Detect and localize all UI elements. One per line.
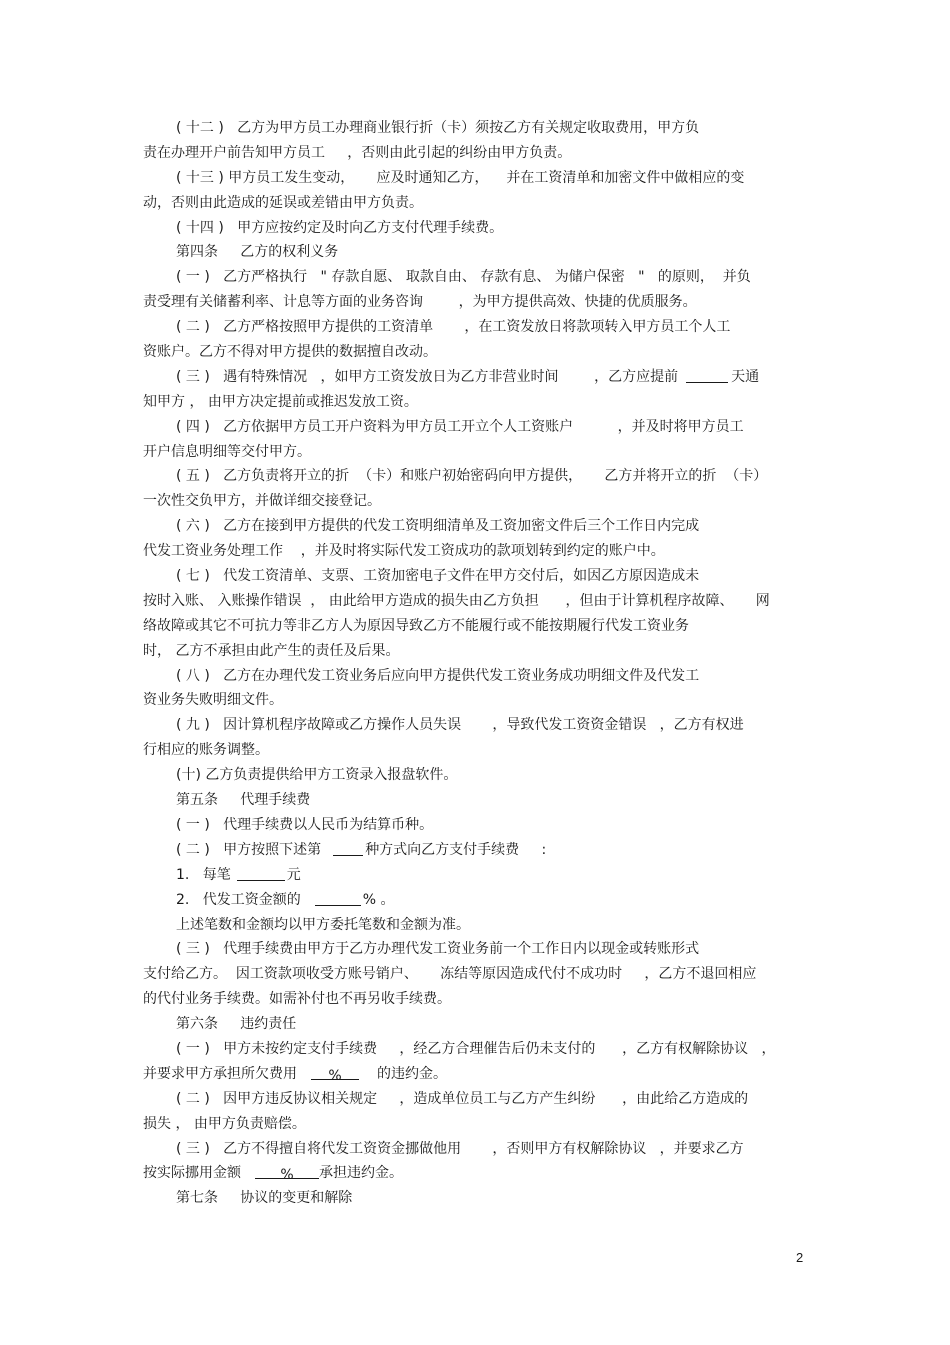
a5-item-2-line-1	[143, 838, 813, 863]
a4-item-7-line-1: ( 七 ) 代发工资清单、支票、工资加密电子文件在甲方交付后，如因乙方原因造成未	[176, 568, 700, 585]
a6-item-1-line-2	[143, 1062, 813, 1087]
a4-item-10-line-1: (十) 乙方负责提供给甲方工资录入报盘软件。	[176, 767, 458, 784]
a4-item-5-line-1: ( 五 ) 乙方负责将开立的折 （卡）和账户初始密码向甲方提供， 乙方并将开立的折 （卡）	[176, 468, 768, 485]
clause-13-line-2: 动，否则由此造成的延误或差错由甲方负责。	[143, 194, 423, 211]
clause-13-line-1: ( 十三 ) 甲方员工发生变动， 应及时通知乙方， 并在工资清单和加密文件中做相应的变	[176, 169, 745, 186]
a4-item-1-line-2: 责受理有关储蓄利率、计息等方面的业务咨询 ，为甲方提供高效、快捷的优质服务。	[143, 294, 697, 311]
a4-item-3-tail: 天通	[731, 368, 760, 385]
a4-item-9-line-2: 行相应的账务调整。	[143, 742, 269, 759]
a5-option-1-text: 1. 每笔	[176, 866, 231, 883]
clause-12-line-1: ( 十二 ) 乙方为甲方员工办理商业银行折（卡）须按乙方有关规定收取费用，甲方负	[176, 120, 700, 136]
a6-item-1-text: 并要求甲方承担所欠费用	[143, 1065, 297, 1082]
a6-item-3-text: 按实际挪用金额	[143, 1165, 241, 1182]
per-item-fee-blank	[237, 865, 285, 881]
penalty-rate-blank-1	[311, 1064, 359, 1084]
penalty-rate-blank-2	[255, 1163, 319, 1184]
a5-option-1-unit: 元	[286, 866, 301, 883]
a5-option-2	[143, 888, 813, 913]
a5-item-1-line-1: ( 一 ) 代理手续费以人民币为结算币种。	[176, 816, 434, 833]
a4-item-9-line-1: ( 九 ) 因计算机程序故障或乙方操作人员失误 ，导致代发工资资金错误 ，乙方有权进	[176, 717, 744, 734]
a4-item-4-line-2: 开户信息明细等交付甲方。	[143, 443, 311, 460]
rate-blank	[315, 890, 361, 906]
a5-item-2-tail: 种方式向乙方支付手续费 :	[365, 841, 547, 858]
a4-item-7-line-2: 按时入账、 入账操作错误 ， 由此给甲方造成的损失由乙方负担 ，但由于计算机程序故障、 网	[143, 592, 770, 609]
a6-item-1-line-1: ( 一 ) 甲方未按约定支付手续费 ，经乙方合理催告后仍未支付的 ，乙方有权解除协议 ，	[176, 1040, 776, 1057]
article-4-heading: 第四条 乙方的权利义务	[176, 244, 339, 261]
article-7-heading: 第七条 协议的变更和解除	[176, 1190, 353, 1207]
percent-sign: %	[280, 1167, 294, 1184]
a5-option-1	[143, 863, 813, 888]
a6-item-2-line-2: 损失 ， 由甲方负责赔偿。	[143, 1115, 306, 1132]
a4-item-7-line-3: 络故障或其它不可抗力等非乙方人为原因导致乙方不能履行或不能按期履行代发工资业务	[143, 617, 689, 634]
a6-item-3-line-2	[143, 1161, 813, 1186]
days-blank	[686, 367, 728, 383]
a5-item-3-line-1: ( 三 ) 代理手续费由甲方于乙方办理代发工资业务前一个工作日内以现金或转账形式	[176, 941, 700, 958]
a6-item-3-tail: 承担违约金。	[319, 1165, 403, 1182]
a6-item-2-line-1: ( 二 ) 因甲方违反协议相关规定 ，造成单位员工与乙方产生纠纷 ，由此给乙方造成的	[176, 1090, 749, 1107]
a4-item-2-line-2: 资账户。乙方不得对甲方提供的数据擅自改动。	[143, 344, 437, 361]
a4-item-1-line-1: ( 一 ) 乙方严格执行 " 存款自愿、 取款自由、 存款有息、 为储户保密 " 的原则， 并负	[176, 269, 751, 286]
a6-item-1-tail: 的违约金。	[377, 1065, 447, 1082]
article-5-heading: 第五条 代理手续费	[176, 792, 311, 809]
a5-option-2-text: 2. 代发工资金额的	[176, 891, 301, 908]
method-blank	[333, 840, 363, 856]
a4-item-6-line-1: ( 六 ) 乙方在接到甲方提供的代发工资明细清单及工资加密文件后三个工作日内完成	[176, 518, 700, 535]
contract-body	[143, 116, 813, 1211]
a5-item-3-line-2: 支付给乙方。 因工资款项收受方账号销户、 冻结等原因造成代付不成功时 ，乙方不退回相应	[143, 966, 757, 983]
a4-item-3-line-1	[143, 365, 813, 390]
a4-item-3-line-2: 知甲方 ， 由甲方决定提前或推迟发放工资。	[143, 393, 418, 410]
a4-item-3-text: ( 三 ) 遇有特殊情况 ，如甲方工资发放日为乙方非营业时间 ，乙方应提前	[176, 368, 679, 385]
percent-sign: %	[328, 1067, 342, 1084]
a4-item-2-line-1: ( 二 ) 乙方严格按照甲方提供的工资清单 ，在工资发放日将款项转入甲方员工个人工	[176, 319, 731, 336]
a4-item-7-line-4: 时， 乙方不承担由此产生的责任及后果。	[143, 642, 400, 659]
page-number: 2	[796, 1250, 804, 1265]
article-6-heading: 第六条 违约责任	[176, 1016, 297, 1033]
a5-note: 上述笔数和金额均以甲方委托笔数和金额为准。	[176, 916, 470, 933]
a5-option-2-unit: % 。	[362, 891, 395, 908]
a4-item-8-line-1: ( 八 ) 乙方在办理代发工资业务后应向甲方提供代发工资业务成功明细文件及代发工	[176, 667, 700, 684]
a5-item-3-line-3: 的代付业务手续费。如需补付也不再另收手续费。	[143, 991, 451, 1008]
a4-item-5-line-2: 一次性交负甲方，并做详细交接登记。	[143, 493, 381, 510]
a4-item-8-line-2: 资业务失败明细文件。	[143, 692, 283, 709]
clause-12-line-2: 责在办理开户前告知甲方员工 ，否则由此引起的纠纷由甲方负责。	[143, 144, 572, 161]
clause-14-line-1: ( 十四 ) 甲方应按约定及时向乙方支付代理手续费。	[176, 219, 504, 236]
a4-item-4-line-1: ( 四 ) 乙方依据甲方员工开户资料为甲方员工开立个人工资账户 ，并及时将甲方员工	[176, 418, 744, 435]
a6-item-3-line-1: ( 三 ) 乙方不得擅自将代发工资资金挪做他用 ，否则甲方有权解除协议 ，并要求乙方	[176, 1140, 744, 1157]
a5-item-2-text: ( 二 ) 甲方按照下述第	[176, 841, 322, 858]
a4-item-6-line-2: 代发工资业务处理工作 ，并及时将实际代发工资成功的款项划转到约定的账户中。	[143, 543, 665, 560]
